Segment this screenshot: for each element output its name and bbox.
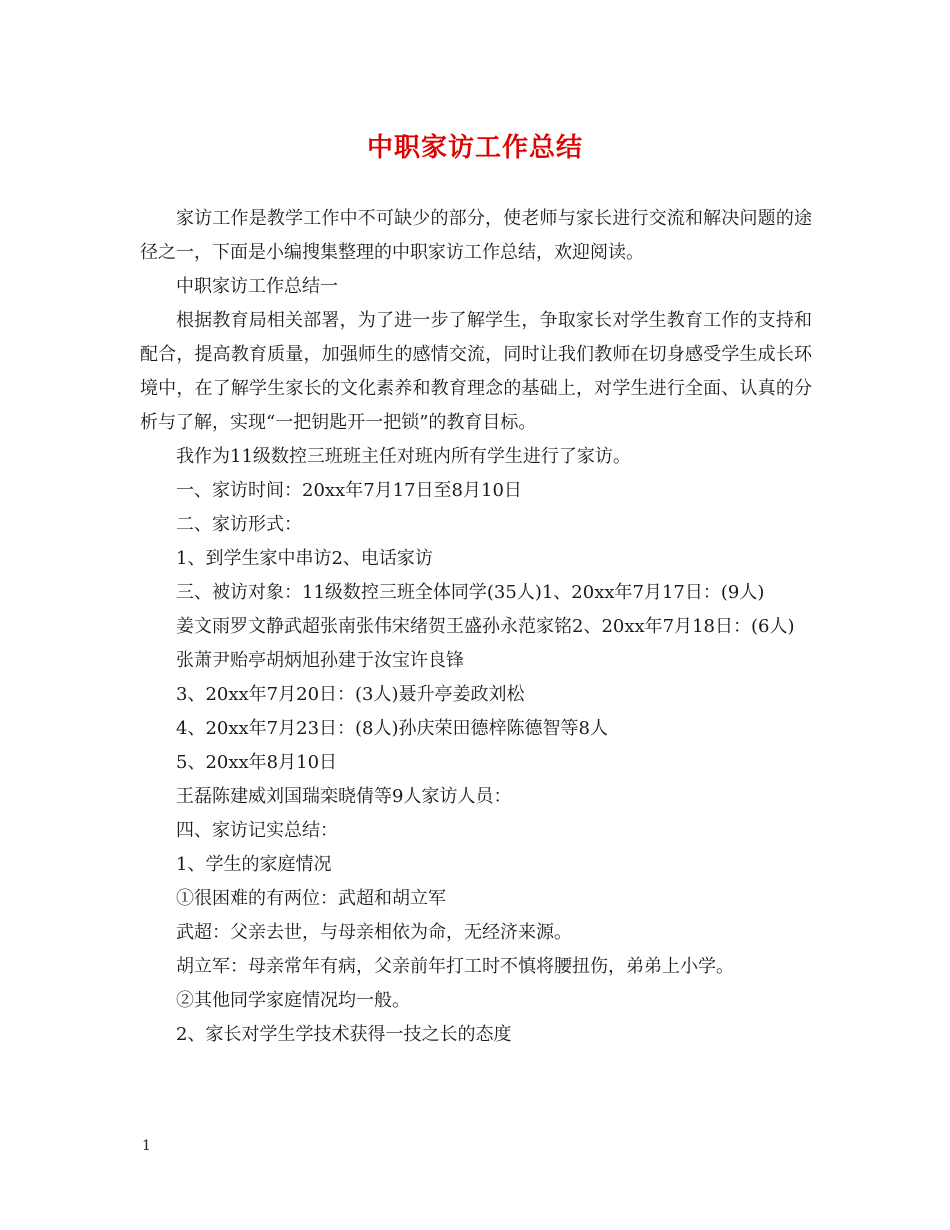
paragraph-intro: 家访工作是教学工作中不可缺少的部分，使老师与家长进行交流和解决问题的途径之一，下面是小编搜集整理的中职家访工作总结，欢迎阅读。 <box>140 208 812 263</box>
paragraph-date-3: 3、20xx年7月20日：(3人)聂升亭姜政刘松 <box>176 684 525 705</box>
document-body <box>140 202 812 1052</box>
document-title: 中职家访工作总结 <box>366 133 583 163</box>
paragraph-date-4: 4、20xx年7月23日：(8人)孙庆荣田德梓陈德智等8人 <box>176 718 608 739</box>
paragraph-student-list-2: 张萧尹贻亭胡炳旭孙建于汝宝许良锋 <box>176 650 464 671</box>
paragraph-section-heading: 中职家访工作总结一 <box>176 276 338 297</box>
paragraph-visit-form: 二、家访形式： <box>176 514 302 535</box>
paragraph-visit-time: 一、家访时间：20xx年7月17日至8月10日 <box>176 480 522 501</box>
paragraph-student-list-1: 姜文雨罗文静武超张南张伟宋绪贺王盛孙永范家铭2、20xx年7月18日：(6人) <box>176 616 795 637</box>
paragraph-date-5: 5、20xx年8月10日 <box>176 752 338 773</box>
paragraph-statement: 我作为11级数控三班班主任对班内所有学生进行了家访。 <box>176 446 631 467</box>
paragraph-student-list-5: 王磊陈建威刘国瑞栾晓倩等9人家访人员： <box>176 786 512 807</box>
paragraph-summary-heading: 四、家访记实总结： <box>176 820 338 841</box>
paragraph-visit-methods: 1、到学生家中串访2、电话家访 <box>176 548 433 569</box>
paragraph-case-wuchao: 武超：父亲去世，与母亲相依为命，无经济来源。 <box>176 922 572 943</box>
paragraph-family-situation: 1、学生的家庭情况 <box>176 854 332 875</box>
paragraph-case-hulijun: 胡立军：母亲常年有病，父亲前年打工时不慎将腰扭伤，弟弟上小学。 <box>176 956 734 977</box>
paragraph-other-cases: ②其他同学家庭情况均一般。 <box>176 990 410 1011</box>
paragraph-difficult-cases: ①很困难的有两位：武超和胡立军 <box>176 888 446 909</box>
paragraph-background: 根据教育局相关部署，为了进一步了解学生，争取家长对学生教育工作的支持和配合，提高教育质量，加强师生的感情交流，同时让我们教师在切身感受学生成长环境中，在了解学生家长的文化素养和教育理念的基础上，对学生进行全面、认真的分析与了解，实现“一把钥匙开一把锁”的教育目标。 <box>140 310 812 433</box>
paragraph-visit-targets: 三、被访对象：11级数控三班全体同学(35人)1、20xx年7月17日：(9人) <box>176 582 765 603</box>
paragraph-parent-attitude: 2、家长对学生学技术获得一技之长的态度 <box>176 1024 512 1045</box>
page-number: 1 <box>142 1138 151 1154</box>
